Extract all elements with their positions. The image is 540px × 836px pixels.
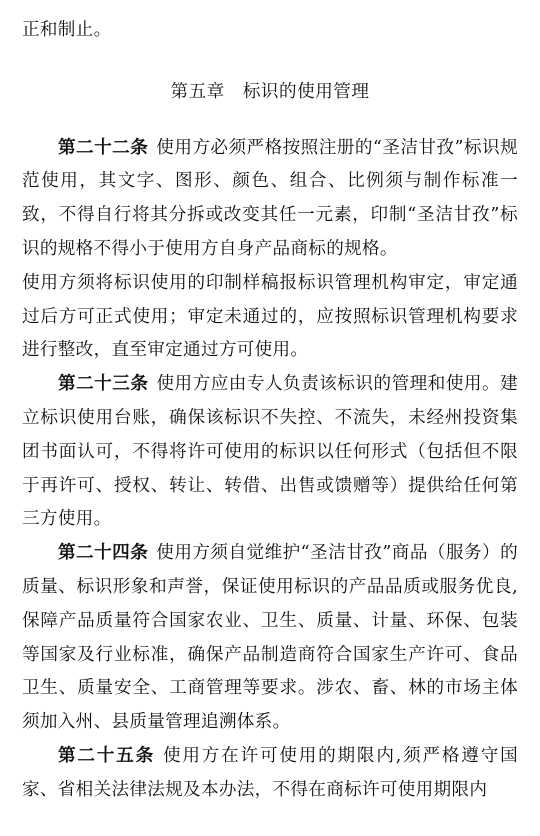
article-22-extra: 使用方须将标识使用的印制样稿报标识管理机构审定，审定通过后方可正式使用；审定未通过的，应按照标识管理机构要求进行整改，直至审定通过方可使用。 [22, 272, 518, 361]
article-label: 第二十三条 [58, 374, 149, 395]
article-text: 使用方在许可使用的期限内,须严格遵守国家、省相关法律法规及本办法，不得在商标许可使用期限内 [22, 745, 518, 800]
article-label: 第二十二条 [58, 137, 149, 158]
article-24 [22, 537, 518, 740]
article-text: 使用方应由专人负责该标识的管理和使用。建立标识使用台账，确保该标识不失控、不流失，未经州投资集团书面认可，不得将许可使用的标识以任何形式（包括但不限于再许可、授权、转让、转借、出售或馈赠等）提供给任何第三方使用。 [22, 374, 518, 530]
article-22 [22, 132, 518, 267]
chapter-heading [22, 76, 518, 110]
article-23 [22, 368, 518, 537]
chapter-number: 第五章 [170, 81, 225, 102]
chapter-title: 标识的使用管理 [242, 81, 370, 102]
article-25 [22, 740, 518, 808]
continuation-text: 正和制止。 [22, 20, 112, 40]
article-label: 第二十五条 [58, 745, 155, 766]
article-text: 使用方须自觉维护“圣洁甘孜”商品（服务）的质量、标识形象和声誉，保证使用标识的产品品质或服务优良,保障产品质量符合国家农业、卫生、质量、计量、环保、包装等国家及行业标准，确保产品制造商符合国家生产许可、食品卫生、质量安全、工商管理等要求。涉农、畜、林的市场主体须加入州、县质量管理追溯体系。 [22, 543, 518, 733]
article-text: 使用方必须严格按照注册的“圣洁甘孜”标识规范使用，其文字、图形、颜色、组合、比例须与制作标准一致，不得自行将其分拆或改变其任一元素，印制“圣洁甘孜”标识的规格不得小于使用方自身产品商标的规格。 [22, 137, 518, 259]
article-label: 第二十四条 [58, 543, 149, 564]
